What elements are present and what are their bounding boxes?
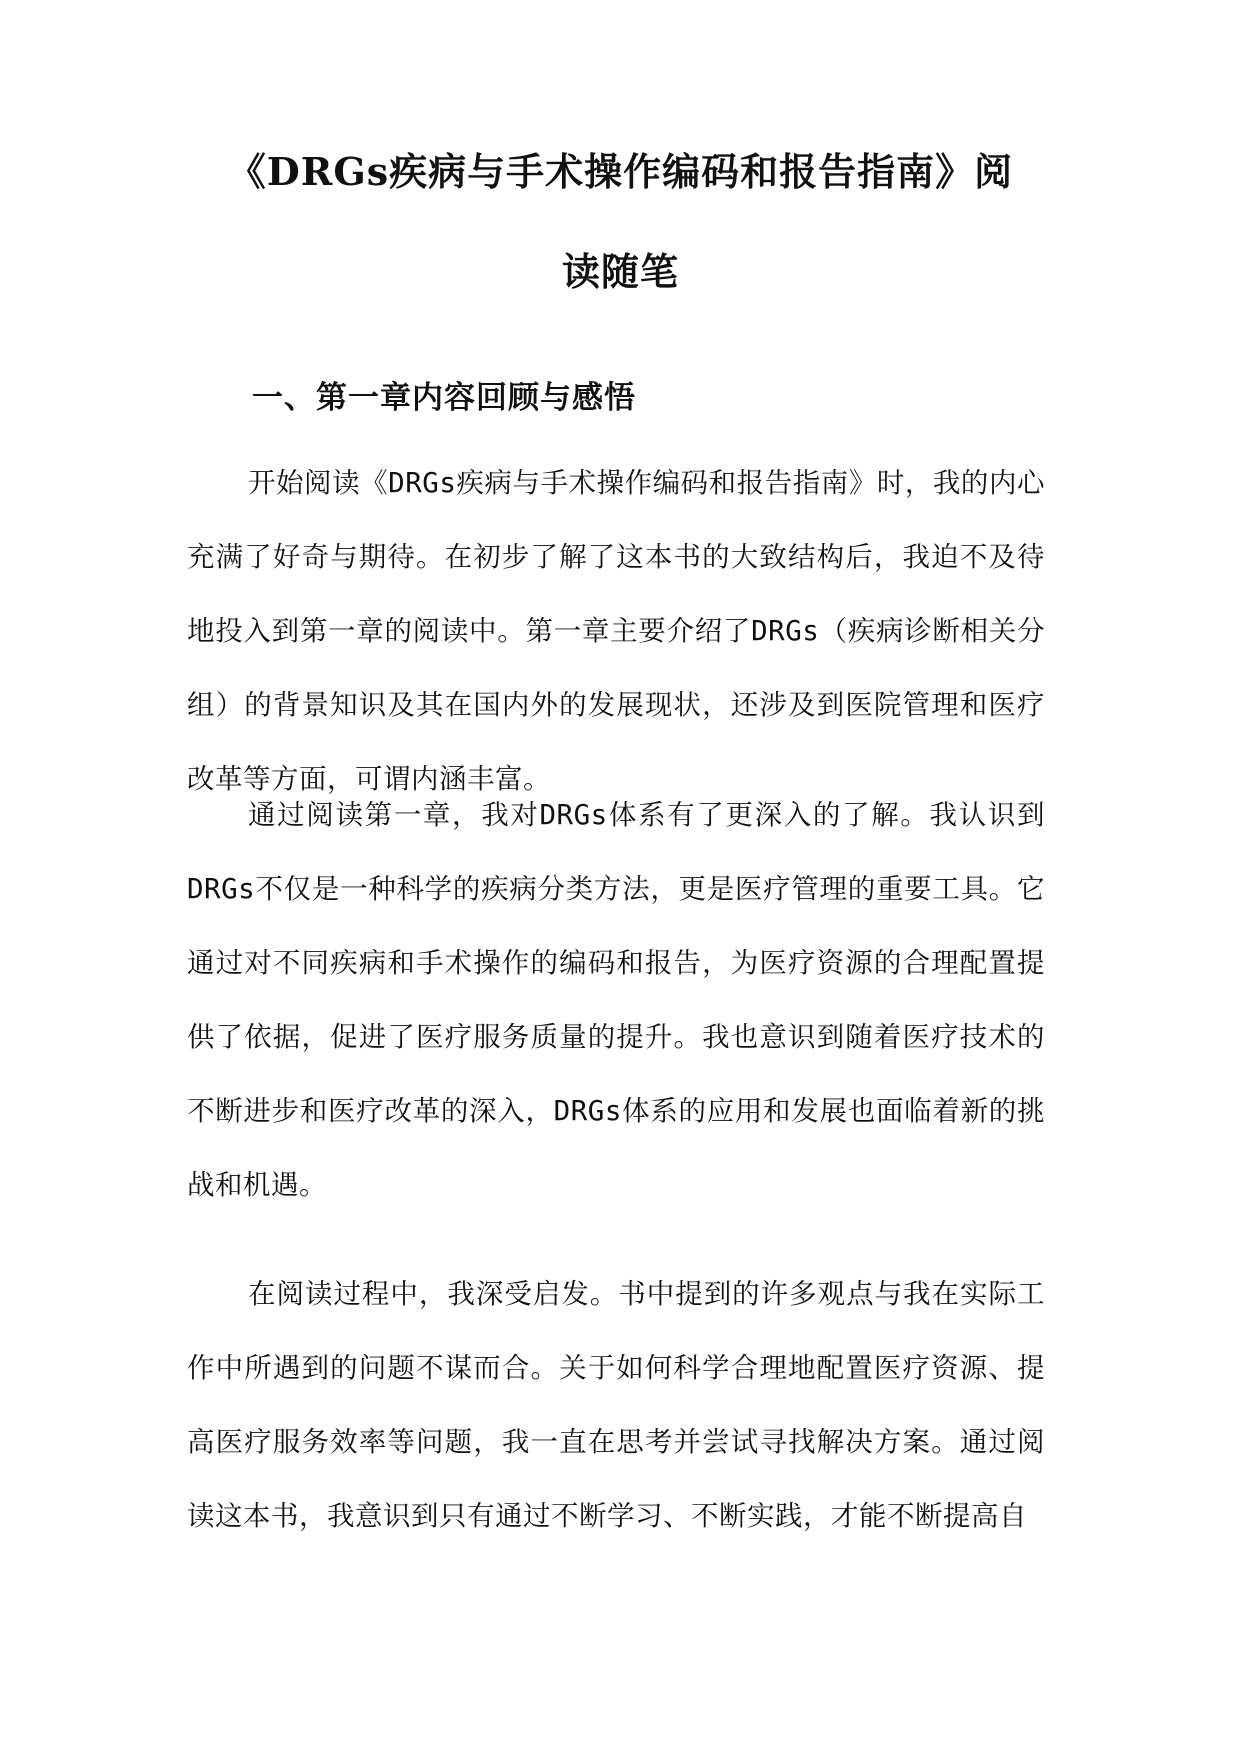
paragraph-2: 通过阅读第一章，我对DRGs体系有了更深入的了解。我认识到DRGs不仅是一种科学的疾病分类方法，更是医疗管理的重要工具。它通过对不同疾病和手术操作的编码和报告，为医疗资源的合理配置提供了依据，促进了医疗服务质量的提升。我也意识到随着医疗技术的不断进步和医疗改革的深入，DRGs体系的应用和发展也面临着新的挑战和机遇。: [187, 799, 1045, 1201]
paragraph-3: 在阅读过程中，我深受启发。书中提到的许多观点与我在实际工作中所遇到的问题不谋而合。关于如何科学合理地配置医疗资源、提高医疗服务效率等问题，我一直在思考并尝试寻找解决方案。通过阅读这本书，我意识到只有通过不断学习、不断实践，才能不断提高自: [187, 1278, 1045, 1532]
paragraph-1: 开始阅读《DRGs疾病与手术操作编码和报告指南》时，我的内心充满了好奇与期待。在初步了解了这本书的大致结构后，我迫不及待地投入到第一章的阅读中。第一章主要介绍了DRGs（疾病诊断相关分组）的背景知识及其在国内外的发展现状，还涉及到医院管理和医疗改革等方面，可谓内涵丰富。: [187, 467, 1045, 795]
document-title-line-2: 读随笔: [561, 249, 679, 294]
document-title-line-1: 《DRGs疾病与手术操作编码和报告指南》阅: [227, 149, 1014, 194]
section-heading: 一、第一章内容回顾与感悟: [252, 380, 636, 416]
